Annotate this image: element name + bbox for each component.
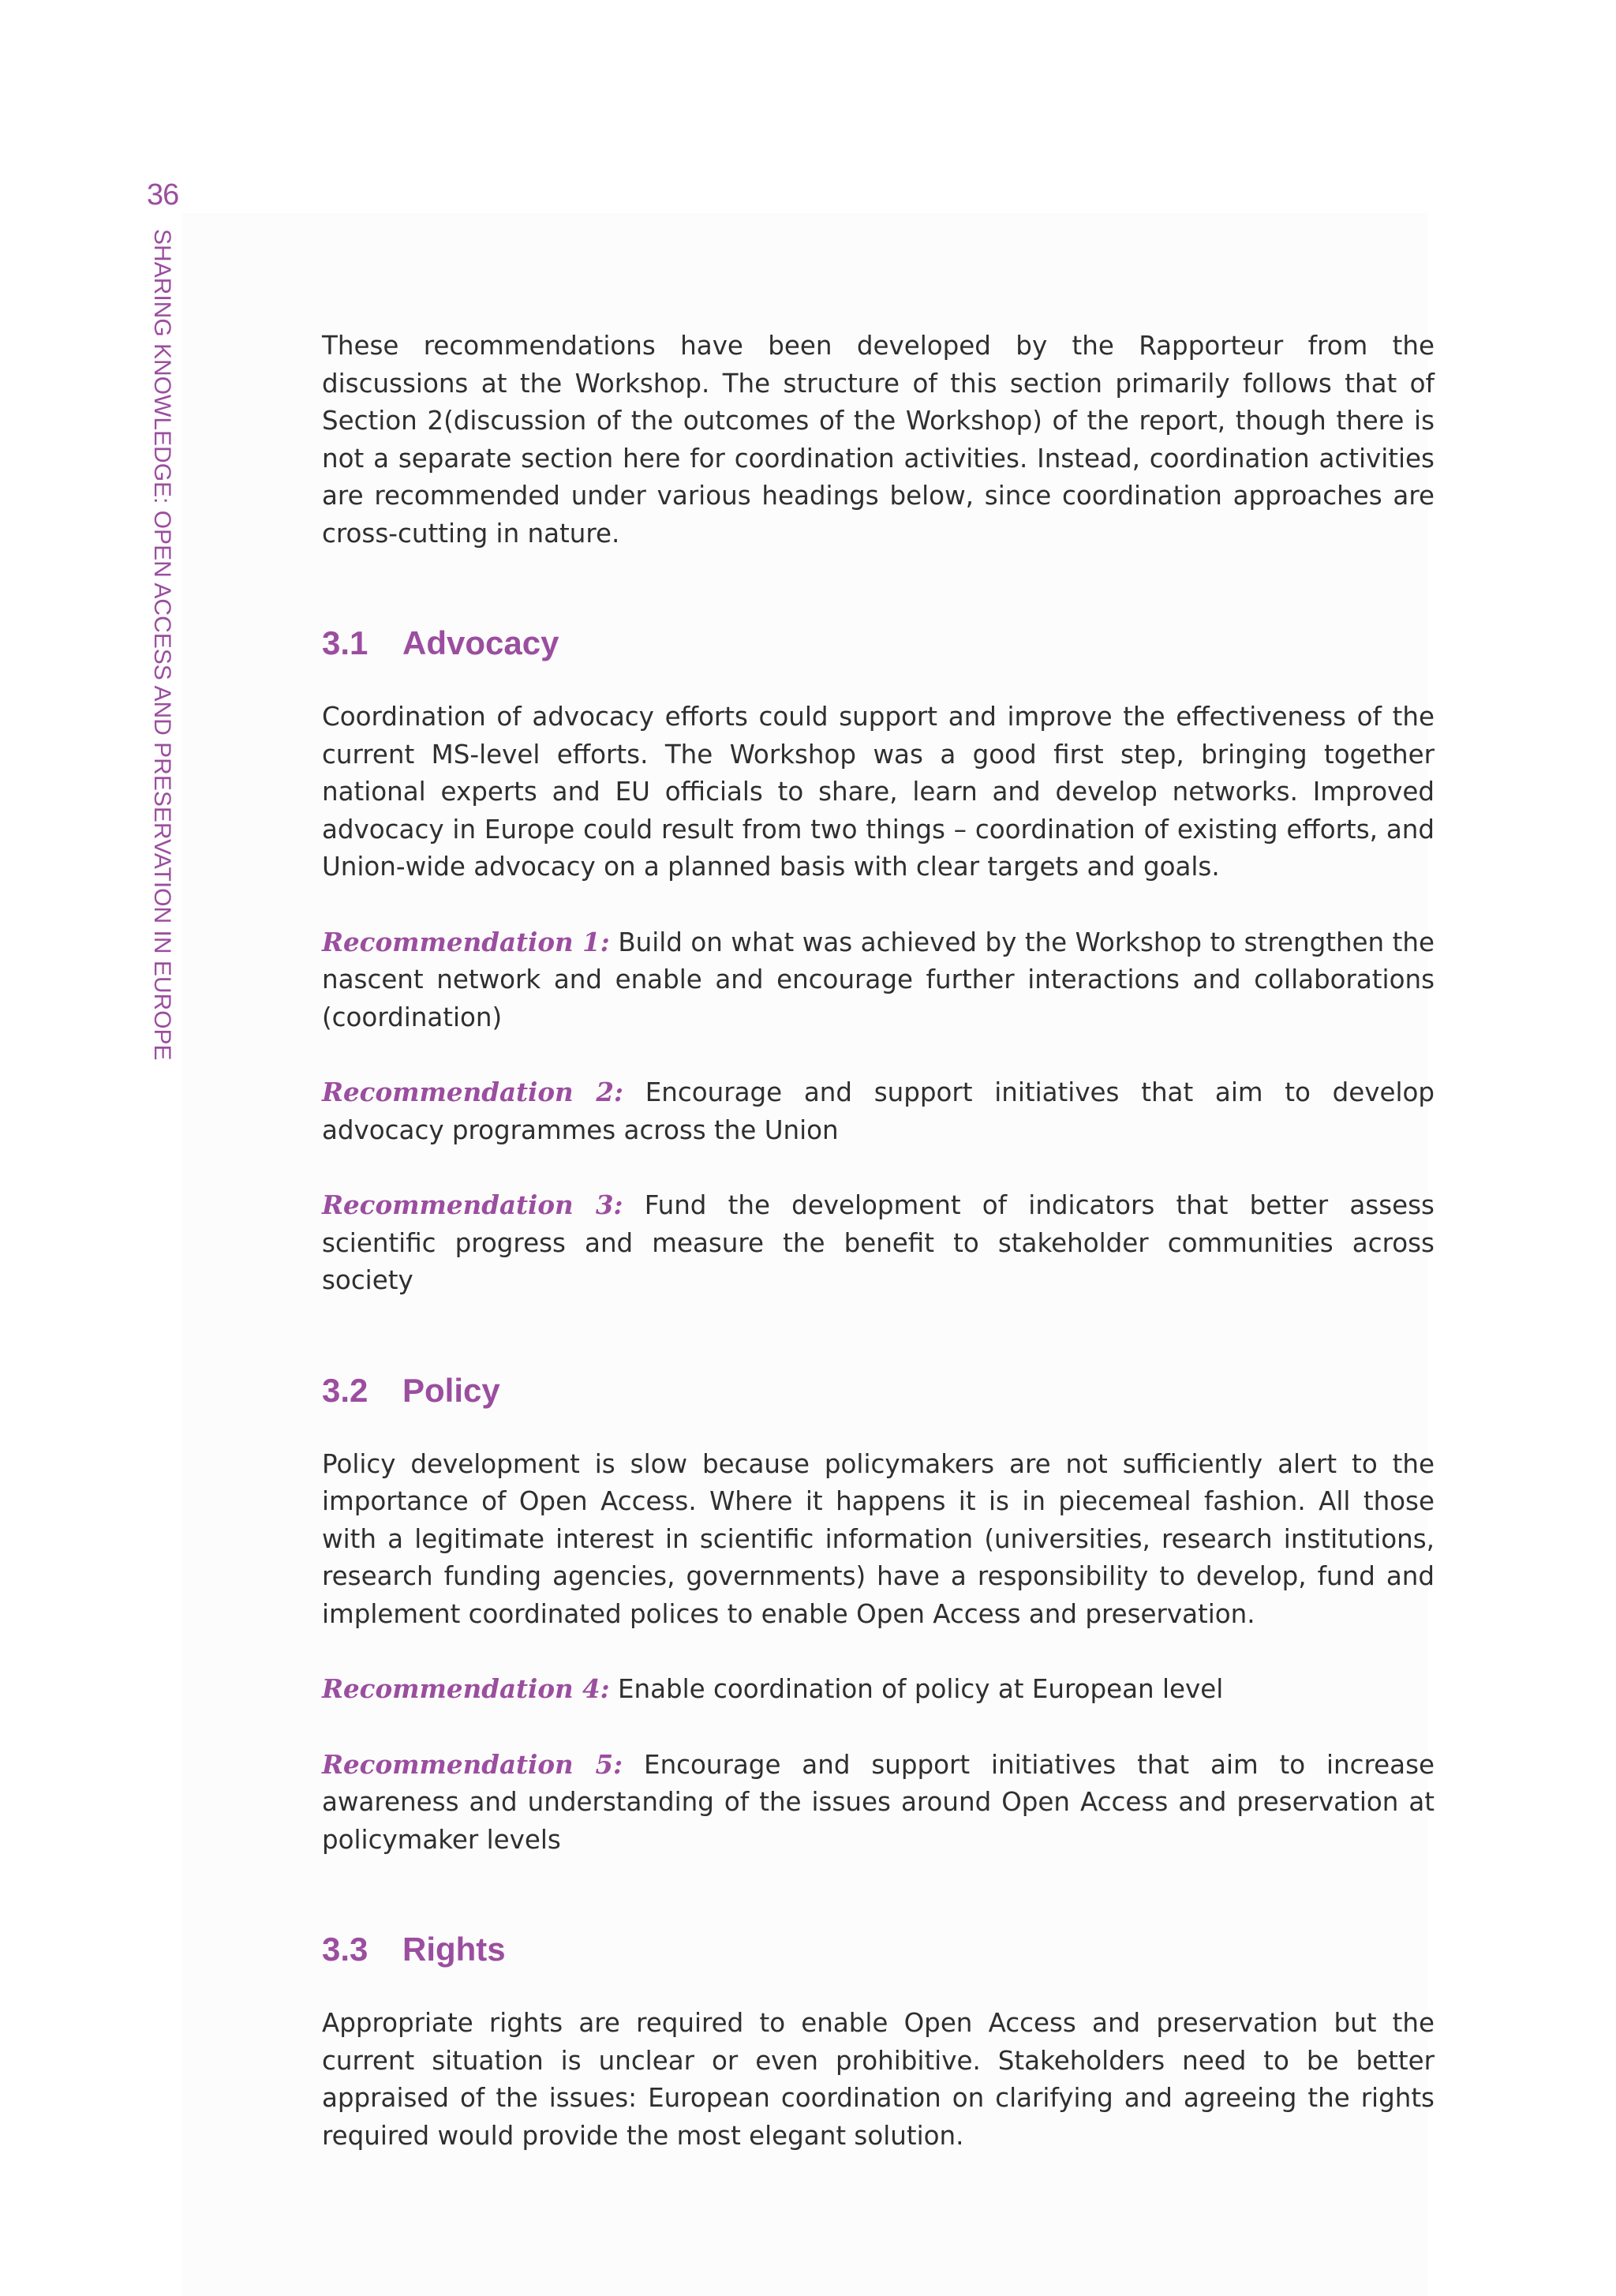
recommendation-text: Encourage and support initiatives that aim to increase awareness and understanding of the issues around Open Access and preservation at policymaker levels bbox=[322, 1749, 1435, 1855]
recommendation-label: Recommendation 4: bbox=[322, 1673, 610, 1704]
section-number: 3.2 bbox=[322, 1371, 368, 1409]
section-title: Advocacy bbox=[402, 624, 559, 661]
recommendation-text: Build on what was achieved by the Workshop to strengthen the nascent network and enable and encourage further interactions and collaborations (coordination) bbox=[322, 927, 1435, 1032]
recommendation-3 bbox=[322, 1186, 1435, 1300]
recommendation-2 bbox=[322, 1073, 1435, 1149]
recommendation-label: Recommendation 3: bbox=[322, 1189, 623, 1220]
section-title: Policy bbox=[402, 1371, 500, 1409]
section-heading-advocacy bbox=[322, 624, 1435, 663]
section-body-advocacy: Coordination of advocacy efforts could support and improve the effectiveness of the current MS-level efforts. The Workshop was a good first step, bringing together national experts and EU officials to share, learn and develop networks. Improved advocacy in Europe could result from two things – coordination of existing efforts, and Union-wide advocacy on a planned basis with clear targets and goals. bbox=[322, 702, 1435, 882]
recommendation-label: Recommendation 2: bbox=[322, 1077, 623, 1107]
recommendation-text: Encourage and support initiatives that aim to develop advocacy programmes across the Union bbox=[322, 1077, 1435, 1145]
recommendation-4 bbox=[322, 1670, 1435, 1709]
recommendation-label: Recommendation 1: bbox=[322, 926, 610, 957]
section-body-policy: Policy development is slow because policymakers are not sufficiently alert to the importance of Open Access. Where it happens it is in piecemeal fashion. All those with a legitimate interest in scientific information (universities, research institutions, research funding agencies, governments) have a responsibility to develop, fund and implement coordinated polices to enable Open Access and preservation. bbox=[322, 1448, 1435, 1629]
section-title: Rights bbox=[402, 1931, 506, 1968]
section-number: 3.1 bbox=[322, 624, 368, 661]
recommendation-text: Fund the development of indicators that better assess scientific progress and measure the benefit to stakeholder communities across society bbox=[322, 1190, 1435, 1295]
running-title: SHARING KNOWLEDGE: OPEN ACCESS AND PRESERVATION IN EUROPE bbox=[149, 229, 175, 1061]
recommendation-text: Enable coordination of policy at European level bbox=[617, 1674, 1224, 1704]
recommendation-1 bbox=[322, 923, 1435, 1037]
recommendation-5 bbox=[322, 1746, 1435, 1860]
section-heading-policy bbox=[322, 1371, 1435, 1410]
section-body-rights: Appropriate rights are required to enable Open Access and preservation but the current situation is unclear or even prohibitive. Stakeholders need to be better appraised of the issues: European coordination on clarifying and agreeing the rights required would provide the most elegant solution. bbox=[322, 2008, 1435, 2151]
section-heading-rights bbox=[322, 1930, 1435, 1969]
recommendation-label: Recommendation 5: bbox=[322, 1748, 623, 1780]
main-content bbox=[322, 328, 1435, 2155]
section-number: 3.3 bbox=[322, 1931, 368, 1968]
page-number: 36 bbox=[147, 178, 179, 212]
intro-paragraph: These recommendations have been developed by the Rapporteur from the discussions at the Workshop. The structure of this section primarily follows that of Section 2(discussion of the outcomes of the Workshop) of the report, though there is not a separate section here for coordination activities. Instead, coordination activities are recommended under various headings below, since coordination approaches are cross-cutting in nature. bbox=[322, 331, 1435, 549]
